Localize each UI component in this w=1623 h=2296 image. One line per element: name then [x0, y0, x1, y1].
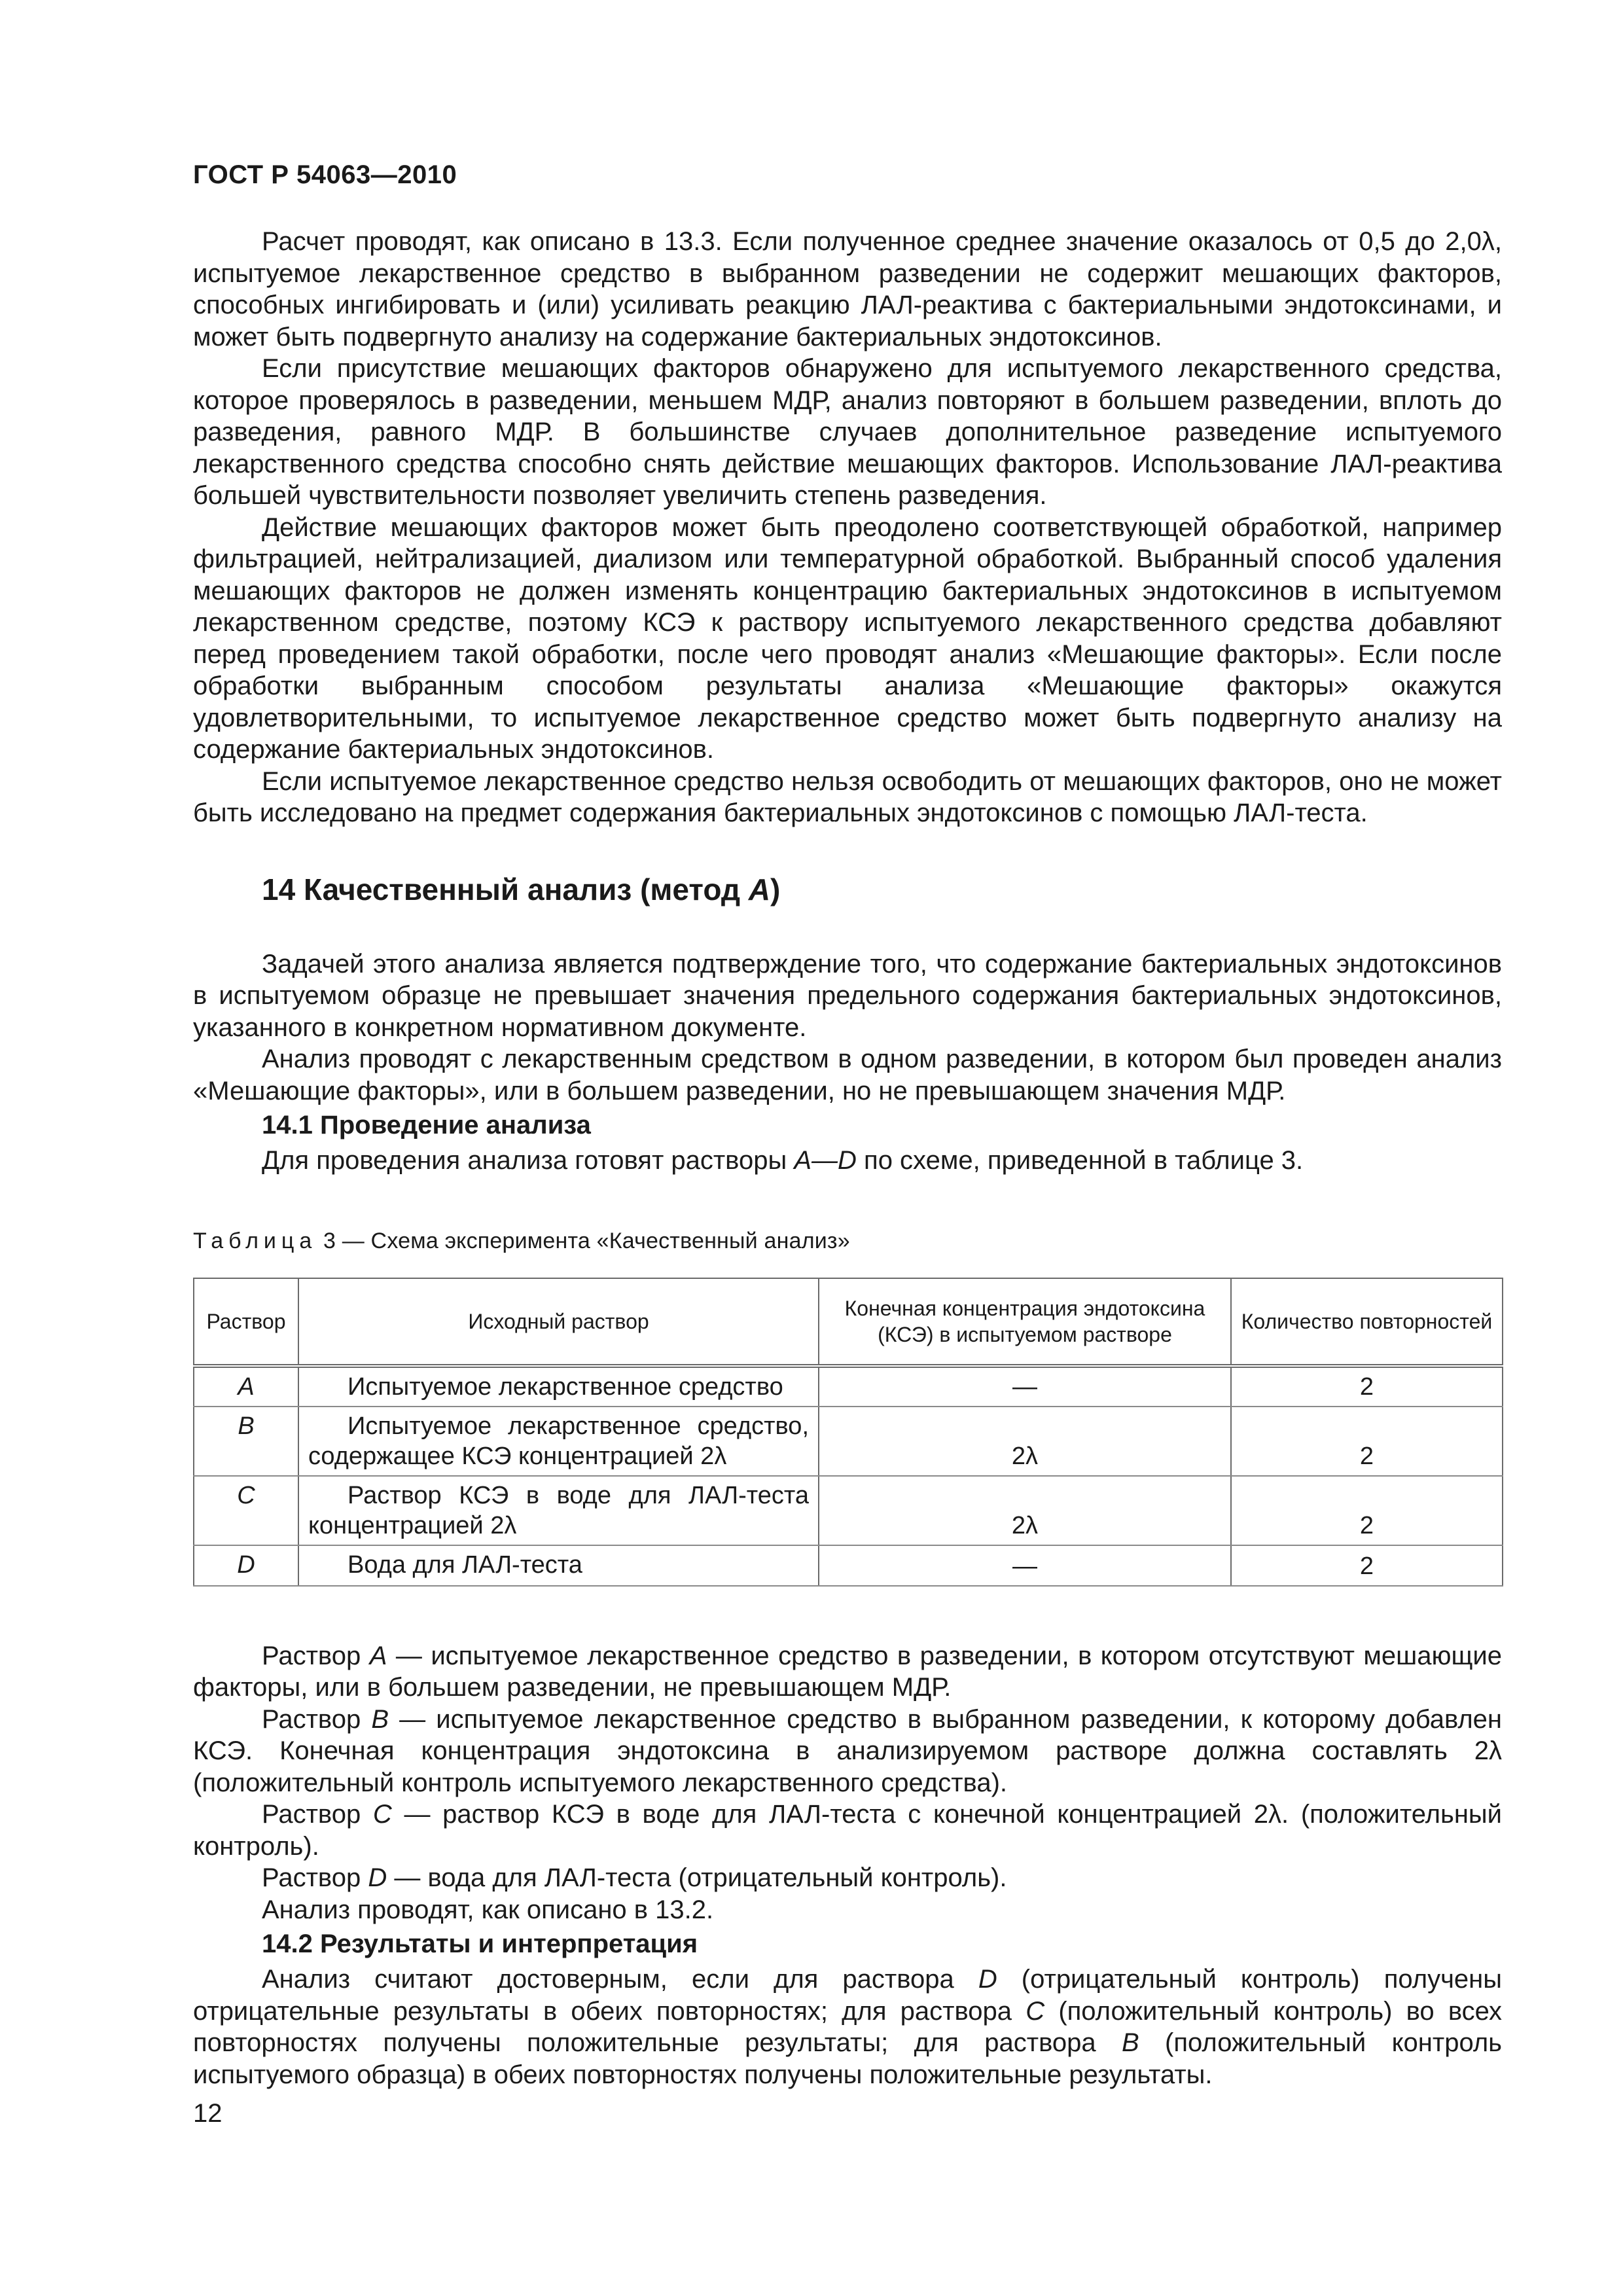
heading-italic: А — [748, 872, 771, 906]
section-14-heading — [262, 871, 1502, 908]
repetitions-cell: 2 — [1231, 1476, 1503, 1545]
paragraph: Если испытуемое лекарственное средство нельзя освободить от мешающих факторов, оно не может быть исследовано на предмет содержания бактериальных эндотоксинов с помощью ЛАЛ-теста. — [193, 766, 1502, 827]
source-cell: Испытуемое лекарственное средство, содержащее КСЭ концентрацией 2λ — [298, 1407, 819, 1476]
text: — вода для ЛАЛ-теста (отрицательный контроль). — [387, 1863, 1007, 1892]
solution-id-cell: D — [194, 1545, 298, 1586]
text: (положительный контроль) во всех повторностях получены положительные результаты; для раствора — [193, 1996, 1503, 2057]
document-code-header: ГОСТ Р 54063—2010 — [193, 160, 457, 189]
repetitions-cell: 2 — [1231, 1545, 1503, 1586]
solution-id-cell: А — [194, 1366, 298, 1407]
source-cell: Раствор КСЭ в воде для ЛАЛ-теста концентрацией 2λ — [298, 1476, 819, 1545]
text: (положительный контроль испытуемого образца) в обеих повторностях получены положительные результаты. — [193, 2028, 1502, 2089]
concentration-cell: 2λ — [819, 1407, 1231, 1476]
table-header-row — [194, 1278, 1503, 1366]
text: Раствор — [262, 1800, 373, 1829]
solution-id: D — [368, 1863, 387, 1892]
column-header: Количество повторностей — [1231, 1278, 1503, 1366]
solutions-description — [193, 1640, 1502, 1926]
document-page — [193, 0, 1502, 2296]
paragraph — [193, 1704, 1502, 1799]
table-caption-label: Таблица — [193, 1228, 317, 1253]
table-caption — [193, 1228, 1502, 1254]
heading-text-end: ) — [770, 872, 781, 906]
table-row — [194, 1407, 1503, 1476]
table-row — [194, 1545, 1503, 1586]
source-cell: Вода для ЛАЛ-теста — [298, 1545, 819, 1586]
column-header: Исходный раствор — [298, 1278, 819, 1366]
text: — раствор КСЭ в воде для ЛАЛ-теста с конечной концентрацией 2λ. (положительный контроль). — [193, 1800, 1502, 1861]
text: Раствор — [262, 1704, 372, 1734]
solution-id-cell: С — [194, 1476, 298, 1545]
paragraph — [193, 1145, 1502, 1177]
solution-id: А — [369, 1641, 387, 1670]
text: (отрицательный контроль) получены отрицательные результаты в обеих повторностях; для раствора — [193, 1965, 1502, 2026]
paragraph: Анализ проводят с лекарственным средством в одном разведении, в котором был проведен анализ «Мешающие факторы», или в большем разведении, но не превышающем значения МДР. — [193, 1045, 1502, 1105]
repetitions-cell: 2 — [1231, 1366, 1503, 1407]
page-content — [193, 226, 1502, 2090]
paragraph — [193, 1640, 1502, 1704]
paragraph — [193, 1964, 1502, 2090]
concentration-cell: 2λ — [819, 1476, 1231, 1545]
solution-id-cell: В — [194, 1407, 298, 1476]
paragraph — [193, 1862, 1502, 1894]
text: Для проведения анализа готовят растворы — [262, 1146, 794, 1175]
paragraph — [193, 1799, 1502, 1862]
paragraph: Расчет проводят, как описано в 13.3. Если полученное среднее значение оказалось от 0,5 до 2,0λ, испытуемое лекарственное средство в выбранном разведении не содержит мешающих факторов, способных ингибировать и (или) усиливать реакцию ЛАЛ-реактива с бактериальными эндотоксинами, и может быть подвергнуто анализу на содержание бактериальных эндотоксинов. — [193, 227, 1502, 351]
paragraph: Если присутствие мешающих факторов обнаружено для испытуемого лекарственного средства, которое проверялось в разведении, меньшем МДР, анализ повторяют в большем разведении, вплоть до разведения, равного МДР. В большинстве случаев дополнительное разведение испытуемого лекарственного средства способно снять действие мешающих факторов. Использование ЛАЛ-реактива большей чувствительности позволяет увеличить степень разведения. — [193, 354, 1502, 510]
subsection-14-2-heading: 14.2 Результаты и интерпретация — [262, 1929, 698, 1958]
text: Раствор — [262, 1641, 370, 1670]
paragraph: Действие мешающих факторов может быть преодолено соответствующей обработкой, например фильтрацией, нейтрализацией, диализом или температурной обработкой. Выбранный способ удаления мешающих факторов не должен изменять концентрацию бактериальных эндотоксинов в испытуемом лекарственном средстве, поэтому КСЭ к раствору испытуемого лекарственного средства добавляют перед проведением такой обработки, после чего проводят анализ «Мешающие факторы». Если после обработки выбранным способом результаты анализа «Мешающие факторы» окажутся удовлетворительными, то испытуемое лекарственное средство может быть подвергнуто анализу на содержание бактериальных эндотоксинов. — [193, 512, 1502, 764]
solution-id: В — [1122, 2028, 1139, 2057]
text: — испытуемое лекарственное средство в разведении, в котором отсутствуют мешающие факторы, или в большем разведении, не превышающем МДР. — [193, 1641, 1502, 1702]
paragraph: Анализ проводят, как описано в 13.2. — [262, 1895, 714, 1924]
solution-id: С — [1026, 1996, 1045, 2026]
table-row — [194, 1476, 1503, 1545]
heading-text: 14 Качественный анализ (метод — [262, 872, 749, 906]
table-caption-text: 3 — Схема эксперимента «Качественный анализ» — [317, 1228, 850, 1253]
page-number: 12 — [193, 2099, 223, 2128]
text: — испытуемое лекарственное средство в выбранном разведении, к которому добавлен КСЭ. Конечная концентрация эндотоксина в анализируемом растворе должна составлять 2λ (положительный контроль испытуемого лекарственного средства). — [193, 1704, 1503, 1797]
column-header: Конечная концентрация эндотоксина (КСЭ) в испытуемом растворе — [819, 1278, 1231, 1366]
solution-id: D — [978, 1965, 997, 1994]
text: по схеме, приведенной в таблице 3. — [856, 1146, 1304, 1175]
table-row — [194, 1366, 1503, 1407]
experiment-table — [193, 1278, 1503, 1587]
text: Анализ считают достоверным, если для раствора — [262, 1965, 978, 1994]
column-header: Раствор — [194, 1278, 298, 1366]
concentration-cell: — — [819, 1545, 1231, 1586]
concentration-cell: — — [819, 1366, 1231, 1407]
source-cell: Испытуемое лекарственное средство — [298, 1366, 819, 1407]
text: Раствор — [262, 1863, 368, 1892]
subsection-14-1-heading: 14.1 Проведение анализа — [262, 1111, 591, 1139]
solutions-range: A—D — [794, 1146, 857, 1175]
paragraph: Задачей этого анализа является подтверждение того, что содержание бактериальных эндотоксинов в испытуемом образце не превышает значения предельного содержания бактериальных эндотоксинов, указанного в конкретном нормативном документе. — [193, 949, 1502, 1042]
repetitions-cell: 2 — [1231, 1407, 1503, 1476]
solution-id: В — [371, 1704, 389, 1734]
solution-id: С — [372, 1800, 392, 1829]
